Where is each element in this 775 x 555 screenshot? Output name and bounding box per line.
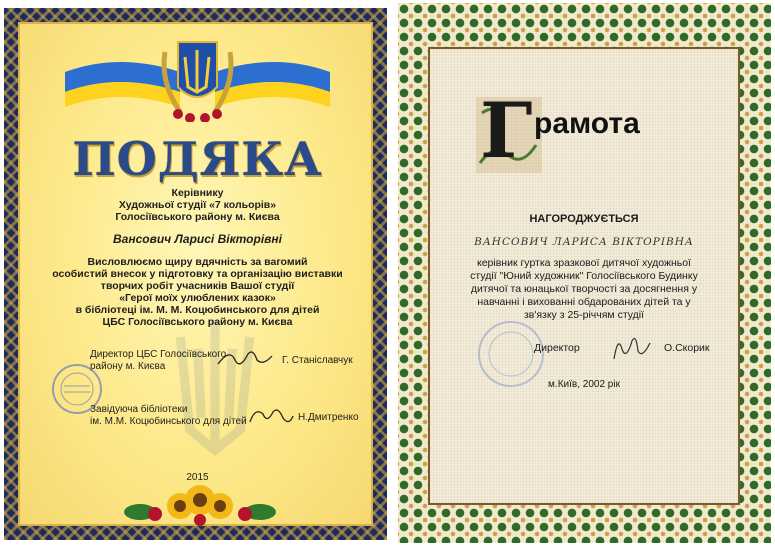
body-line: ЦБС Голосіївського району м. Києва — [102, 316, 293, 328]
signature-icon — [215, 346, 275, 372]
recipient-role: Керівнику — [171, 187, 224, 199]
district-line: Голосіївського району м. Києва — [115, 211, 280, 223]
body-line: творчих робіт учасників Вашої студії — [100, 280, 295, 292]
signer2-name: Н.Дмитренко — [298, 412, 359, 423]
sunflower-ornament-icon — [120, 482, 280, 528]
signer1-role-line1: Директор ЦБС Голосіївського — [90, 349, 227, 360]
body-line: студії "Юний художник" Голосіївського Будинку — [470, 270, 698, 282]
diploma-certificate — [398, 3, 771, 543]
body-line: дитячої та юнацької творчості за досягнення у — [470, 283, 698, 295]
studio-line: Художньої студії «7 кольорів» — [118, 199, 277, 211]
signer2-role-line1: Завідуюча бібліотеки — [90, 404, 188, 415]
title-initial: Г — [480, 86, 533, 175]
body-line: особистий внесок у підготовку та організацію виставки — [52, 268, 343, 280]
body-line: зв'язку з 25-річчям студії — [523, 309, 645, 321]
signature-icon — [608, 331, 654, 365]
recipient-name: Вансович Ларисі Вікторівні — [113, 232, 282, 246]
signer2-role-line2: ім. М.М. Коцюбинського для дітей — [90, 416, 247, 427]
recipient-name: ВАНСОВИЧ ЛАРИСА ВІКТОРІВНА — [474, 236, 694, 248]
body-line: «Герої моїх улюблених казок» — [119, 292, 276, 304]
certificate-title: ПОДЯКА — [72, 132, 323, 186]
place-date: м.Київ, 2002 рік — [548, 379, 620, 390]
director-label: Директор — [534, 342, 580, 354]
coat-of-arms-with-flags-icon — [60, 32, 335, 122]
certificate-paper — [428, 47, 740, 505]
signer1-name: Г. Станіславчук — [282, 355, 353, 366]
awarded-heading: НАГОРОДЖУЄТЬСЯ — [529, 213, 639, 225]
signer1-role-line2: району м. Києва — [90, 361, 166, 372]
director-name: О.Скорик — [664, 342, 710, 354]
body-line: в бібліотеці ім. М. М. Коцюбинського для дітей — [75, 304, 320, 316]
body-line: навчанні і вихованні обдарованих дітей та у — [477, 296, 691, 308]
signature-icon — [245, 402, 295, 432]
body-line: керівник гуртка зразкової дитячої художньої — [477, 257, 691, 269]
certificate-title: рамота — [534, 107, 640, 140]
thanks-certificate — [4, 8, 387, 540]
trident-watermark-icon — [155, 314, 275, 464]
body-line: Висловлюємо щиру вдячність за вагомий — [87, 256, 308, 268]
certificate-paper — [18, 22, 373, 526]
year: 2015 — [186, 472, 209, 483]
